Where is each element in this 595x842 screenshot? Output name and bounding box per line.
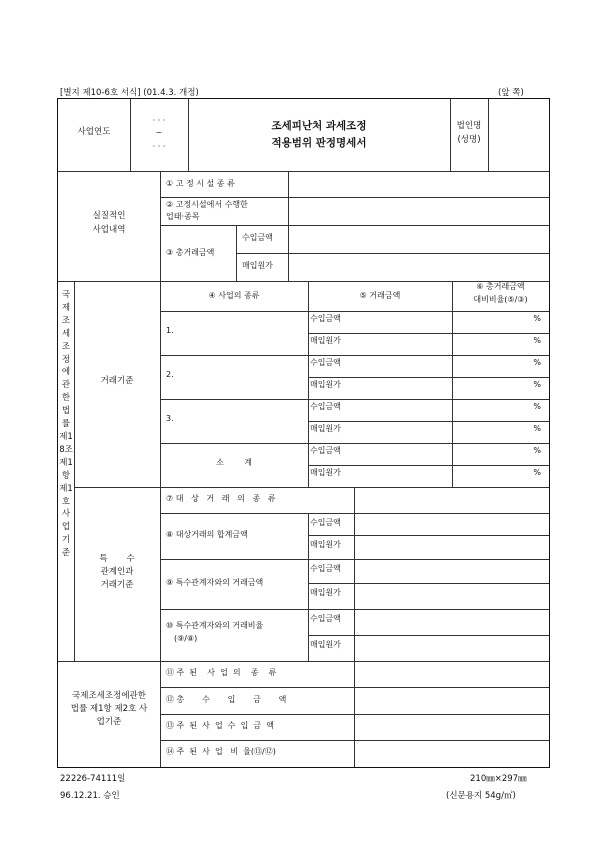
- s3-row8-cost-label: 매입원가: [310, 540, 341, 549]
- item-1-cost-label: 매입원가: [310, 336, 341, 345]
- col-ratio-line1: ⑥ 총거래금액: [476, 282, 525, 291]
- subtotal-label: 소 계: [216, 458, 252, 467]
- form-number: [별지 제10-6호 서식] (01.4.3. 개정): [60, 88, 199, 98]
- fiscal-year-start[interactable]: · · ·: [152, 116, 166, 125]
- item-3-label: 3.: [166, 414, 174, 423]
- main-business-ratio-label: ⑭ 주 된 사 업 비 율(⑬/⑫): [166, 747, 276, 756]
- section4-label-line1: 국제조세조정에관한: [72, 691, 146, 701]
- fiscal-year-end[interactable]: · · ·: [152, 142, 166, 151]
- item-3-cost-pct[interactable]: %: [533, 424, 541, 433]
- corp-name-label: 법인명: [456, 121, 482, 131]
- s3-row9-cost-label: 매입원가: [310, 588, 341, 597]
- item-1-income-label: 수입금액: [310, 314, 341, 323]
- col-transaction-amount: ⑤ 거래금액: [359, 291, 401, 300]
- s3-row10-cost-label: 매입원가: [310, 640, 341, 649]
- s1-income-label: 수입금액: [242, 233, 273, 242]
- form-title-line2: 적용범위 판정명세서: [271, 137, 367, 149]
- item-2-income-label: 수입금액: [310, 358, 341, 367]
- section3-label-line3: 거래기준: [100, 580, 134, 590]
- section1-label-line2: 사업내역: [92, 225, 126, 235]
- total-income-label: ⑫ 총 수 입 금 액: [166, 695, 287, 704]
- paper-size: 210㎜×297㎜: [470, 774, 527, 784]
- form-title-line1: 조세피난처 과세조정: [271, 120, 367, 132]
- subtotal-income-label: 수입금액: [310, 446, 341, 455]
- total-transaction-label: ③ 총거래금액: [166, 248, 215, 257]
- item-3-income-label: 수입금액: [310, 402, 341, 411]
- section1-label-line1: 실질적인: [92, 211, 126, 221]
- item-1-cost-pct[interactable]: %: [533, 336, 541, 345]
- s3-row8-income-label: 수입금액: [310, 518, 341, 527]
- item-2-label: 2.: [166, 370, 174, 379]
- s3-row9-income-label: 수입금액: [310, 564, 341, 573]
- business-type-label-line1: ② 고정시설에서 수행한: [166, 200, 248, 209]
- related-party-ratio-label-line1: ⑩ 특수관계자와의 거래비율: [166, 621, 264, 630]
- subtotal-cost-pct[interactable]: %: [533, 468, 541, 477]
- item-2-cost-pct[interactable]: %: [533, 380, 541, 389]
- main-business-type-label: ⑪ 주 된 사 업 의 종 류: [166, 668, 277, 677]
- item-2-cost-label: 매입원가: [310, 380, 341, 389]
- fiscal-year-tilde: ~: [155, 128, 163, 137]
- main-business-income-label: ⑬ 주 된 사 업 수 입 금 액: [166, 721, 274, 730]
- page-side: (앞 쪽): [498, 88, 524, 98]
- s3-row10-income-label: 수입금액: [310, 614, 341, 623]
- subtotal-income-pct[interactable]: %: [533, 446, 541, 455]
- related-party-ratio-label-line2: (⑨/⑧): [174, 634, 198, 643]
- fixed-facility-type-label: ① 고 정 시 설 종 류: [166, 179, 235, 188]
- business-type-label-line2: 업태·종목: [166, 212, 200, 221]
- section4-label-line3: 업기준: [96, 717, 122, 727]
- item-3-income-pct[interactable]: %: [533, 402, 541, 411]
- law-vertical-label: 국제조세조정에관한법률제18조제1항제1호사업기준: [59, 290, 73, 559]
- col-ratio-line2: 대비비율(⑤/③): [473, 295, 528, 304]
- item-2-income-pct[interactable]: %: [533, 358, 541, 367]
- s1-cost-label: 매입원가: [242, 261, 273, 270]
- target-total-amount-label: ⑧ 대상거래의 합계금액: [166, 530, 248, 539]
- section4-label-line2: 법률 제1항 제2호 사: [70, 704, 148, 714]
- fiscal-year-label: 사업연도: [77, 127, 111, 137]
- item-3-cost-label: 매입원가: [310, 424, 341, 433]
- section2-label: 거래기준: [100, 376, 134, 386]
- approval-date: 96.12.21. 승인: [60, 791, 120, 801]
- subtotal-cost-label: 매입원가: [310, 468, 341, 477]
- section3-label-line1: 특 수: [99, 554, 135, 564]
- section3-label-line2: 관계인과: [100, 567, 134, 577]
- item-1-income-pct[interactable]: %: [533, 314, 541, 323]
- paper-type: (신문용지 54g/㎡): [446, 791, 516, 801]
- target-transaction-type-label: ⑦ 대 상 거 래 의 종 류: [166, 494, 276, 503]
- related-party-amount-label: ⑨ 특수관계자와의 거래금액: [166, 578, 264, 587]
- corp-name-sub: (성명): [457, 135, 481, 145]
- form-code: 22226-74111일: [60, 774, 126, 784]
- item-1-label: 1.: [166, 326, 174, 335]
- col-business-type: ④ 사업의 종류: [208, 291, 260, 300]
- form-table: [57, 98, 550, 768]
